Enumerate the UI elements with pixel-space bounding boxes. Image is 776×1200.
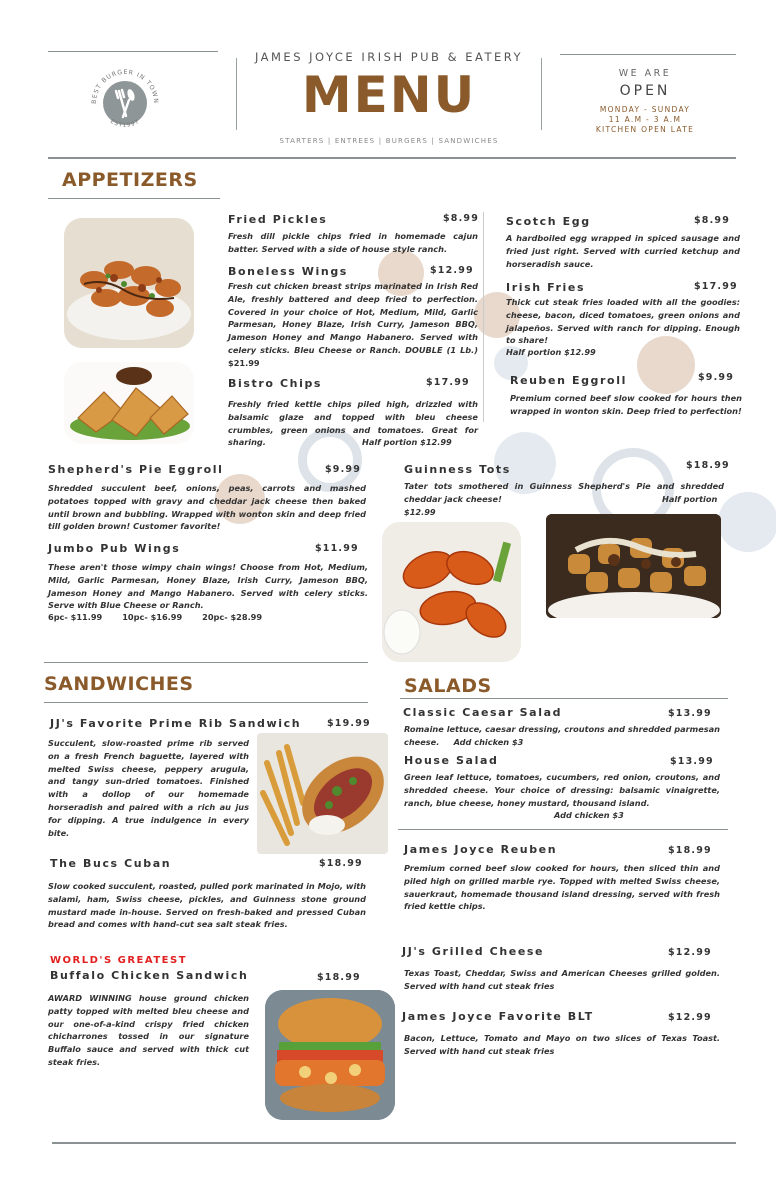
item-name: James Joyce Favorite BLT <box>402 1010 594 1023</box>
section-rule <box>400 698 728 699</box>
header-bottom-rule <box>48 157 736 159</box>
badge-text-bottom: EST1997 <box>108 118 142 129</box>
item-desc: Premium corned beef slow cooked for hours, then sliced thin and piled high on grilled marble rye. Topped with melted Swiss cheese, sauerkraut, homemade thousand island dressing, served with fresh fried kettle chips. <box>404 863 720 912</box>
column-divider <box>483 212 484 422</box>
days-text: MONDAY - SUNDAY <box>599 105 691 114</box>
add-chicken: Add chicken $3 <box>554 810 624 820</box>
half-portion: Half portion $12.99 <box>506 347 596 357</box>
item-price: $13.99 <box>668 708 712 719</box>
hours-block <box>560 105 730 135</box>
size-20pc: 20pc- $28.99 <box>202 612 263 622</box>
item-price: $9.99 <box>698 372 735 383</box>
item-desc: Texas Toast, Cheddar, Swiss and American Cheeses grilled golden. Served with hand cut steak fries <box>404 968 720 991</box>
wings-photo <box>382 522 521 662</box>
appetizers-title: APPETIZERS <box>62 169 198 191</box>
open-label: OPEN <box>619 83 671 99</box>
item-name: Irish Fries <box>506 281 586 294</box>
tots-photo <box>546 514 721 618</box>
badge-text-top: BEST BURGER IN TOWN <box>90 68 160 105</box>
item-price: $12.99 <box>668 947 712 958</box>
hours-text: 11 A.M - 3 A.M <box>608 115 682 124</box>
item-name: Jumbo Pub Wings <box>48 542 181 555</box>
item-name: Bistro Chips <box>228 377 323 390</box>
item-name: JJ's Grilled Cheese <box>402 945 545 958</box>
item-price: $8.99 <box>443 213 480 224</box>
item-desc: AWARD WINNING house ground chicken patty topped with melted bleu cheese and our one-of-a-kind crispy fried chicken chicharrones tossed in our signature Buffalo sauce and served with thick cut steak fries. <box>48 993 249 1067</box>
item-desc: Slow cooked succulent, roasted, pulled pork marinated in Mojo, with salami, ham, Swiss cheese, pickles, and Guinness stone ground mustard made in-house. Served on fresh-baked and pressed Cuban bread and comes with hand-cut sea salt steak fries. <box>48 881 366 930</box>
item-name: Shepherd's Pie Eggroll <box>48 463 224 476</box>
decor-dot <box>718 492 776 552</box>
badge-ring-text <box>86 64 164 142</box>
item-name: JJ's Favorite Prime Rib Sandwich <box>50 717 302 730</box>
item-name: James Joyce Reuben <box>404 843 558 856</box>
item-name: House Salad <box>404 754 499 767</box>
kitchen-text: KITCHEN OPEN LATE <box>595 125 695 134</box>
wing-sizes <box>48 611 262 624</box>
item-name: Buffalo Chicken Sandwich <box>50 969 249 982</box>
item-price: $9.99 <box>325 464 362 475</box>
section-rule <box>44 702 368 703</box>
sandwiches-title: SANDWICHES <box>44 673 194 695</box>
section-rule <box>44 662 368 663</box>
item-name: Guinness Tots <box>404 463 511 476</box>
pub-name: JAMES JOYCE IRISH PUB & EATERY <box>254 50 524 64</box>
item-desc: Bacon, Lettuce, Tomato and Mayo on two slices of Texas Toast. Served with hand cut steak fries <box>404 1033 720 1056</box>
item-price: $17.99 <box>426 377 470 388</box>
item-desc: A hardboiled egg wrapped in spiced sausage and fried just right. Served with curried ketchup and horseradish sauce. <box>506 233 740 269</box>
header-rule <box>560 54 736 55</box>
item-desc: Freshly fried kettle chips piled high, drizzled with balsamic glaze and topped with bleu cheese crumbles, green onions and tomatoes. Great for sharing. <box>228 399 478 448</box>
section-rule <box>398 829 728 830</box>
item-desc: Green leaf lettuce, tomatoes, cucumbers, red onion, croutons, and shredded cheese. Your choice of dressing: balsamic vinaigrette, ranch, blue cheese, honey mustard, thousand island. <box>404 772 720 808</box>
footer-rule <box>52 1142 736 1144</box>
menu-title: MENU <box>301 66 477 124</box>
item-price: $12.99 <box>668 1012 712 1023</box>
item-name: Fried Pickles <box>228 213 328 226</box>
item-desc: These aren't those wimpy chain wings! Choose from Hot, Medium, Mild, Garlic Parmesan, Honey Blaze, Irish Curry, Jameson BBQ, Jameson Honey and Mango Habanero. Served with celery sticks. Serve with Blue Cheese or Ranch. <box>48 562 368 611</box>
svg-text:BEST BURGER IN TOWN <box>91 69 159 104</box>
add-chicken: Add chicken $3 <box>453 736 524 747</box>
half-portion: Half portion $12.99 <box>362 437 452 447</box>
item-name: Classic Caesar Salad <box>403 706 563 719</box>
item-price: $18.99 <box>319 858 363 869</box>
eggroll-photo <box>64 362 194 444</box>
item-price: $8.99 <box>694 215 731 226</box>
worlds-greatest-tag: WORLD'S GREATEST <box>50 955 188 966</box>
item-price: $18.99 <box>317 972 361 983</box>
item-desc: Tater tots smothered in Guinness Shepherd's Pie and shredded cheddar jack cheese! <box>404 481 724 504</box>
size-6pc: 6pc- $11.99 <box>48 612 103 622</box>
item-desc: Premium corned beef slow cooked for hours then wrapped in wonton skin. Deep fried to perfection! <box>510 393 742 416</box>
we-are-label: WE ARE <box>618 68 672 79</box>
logo-badge <box>86 64 164 142</box>
item-price: $12.99 <box>430 265 474 276</box>
buffalo-sandwich-photo <box>265 990 395 1120</box>
size-10pc: 10pc- $16.99 <box>122 612 183 622</box>
item-desc: Fresh dill pickle chips fried in homemade cajun batter. Served with a side of house style ranch. <box>228 231 478 254</box>
half-portion-price: $12.99 <box>404 507 436 517</box>
item-price: $17.99 <box>694 281 738 292</box>
item-price: $18.99 <box>668 845 712 856</box>
item-price: $19.99 <box>327 718 371 729</box>
item-name: Reuben Eggroll <box>510 374 627 387</box>
item-desc: Succulent, slow-roasted prime rib served on a fresh French baguette, layered with melted Swiss cheese, peppery arugula, and tangy sun-dried tomatoes. Finished with a dollop of our homemade horseradish and paired with a rich au jus for dipping. A true indulgence in every bite. <box>48 738 249 838</box>
item-name: Scotch Egg <box>506 215 591 228</box>
svg-text:EST1997 <box>109 119 141 129</box>
prime-rib-photo <box>257 733 388 854</box>
double-price: $21.99 <box>228 357 260 368</box>
item-desc: Thick cut steak fries loaded with all the goodies: cheese, bacon, diced tomatoes, green onions and jalapeños. Served with ranch for dipping. Enough to share! <box>506 297 740 346</box>
item-desc: Romaine lettuce, caesar dressing, croutons and shredded parmesan cheese. Add chicken $3 <box>404 724 720 747</box>
fried-pickles-photo <box>64 218 194 348</box>
subnav: STARTERS | ENTREES | BURGERS | SANDWICHES <box>279 137 499 145</box>
item-price: $11.99 <box>315 543 359 554</box>
item-name: The Bucs Cuban <box>50 857 172 870</box>
section-rule <box>48 198 220 199</box>
half-portion: Half portion <box>662 494 718 504</box>
header-rule <box>48 51 218 52</box>
item-name: Boneless Wings <box>228 265 348 278</box>
item-desc: Fresh cut chicken breast strips marinated in Irish Red Ale, freshly battered and deep fried to perfection. Covered in your choice of Hot, Medium, Mild, Garlic Parmesan, Honey Blaze, Irish Curry, Jameson BBQ, Jameson Honey and Mango Habanero. Served with celery sticks. Bleu Cheese or Ranch. DOUBLE (1 Lb.) $21.99 <box>228 281 478 368</box>
item-price: $13.99 <box>670 756 714 767</box>
salads-title: SALADS <box>404 675 492 697</box>
item-desc: Shredded succulent beef, onions, peas, carrots and mashed potatoes topped with gravy and cheddar jack cheese then baked until brown and bubbling. Wrapped with wonton skin and deep fried till golden brown! Customer favorite! <box>48 483 366 532</box>
item-price: $18.99 <box>686 460 730 471</box>
